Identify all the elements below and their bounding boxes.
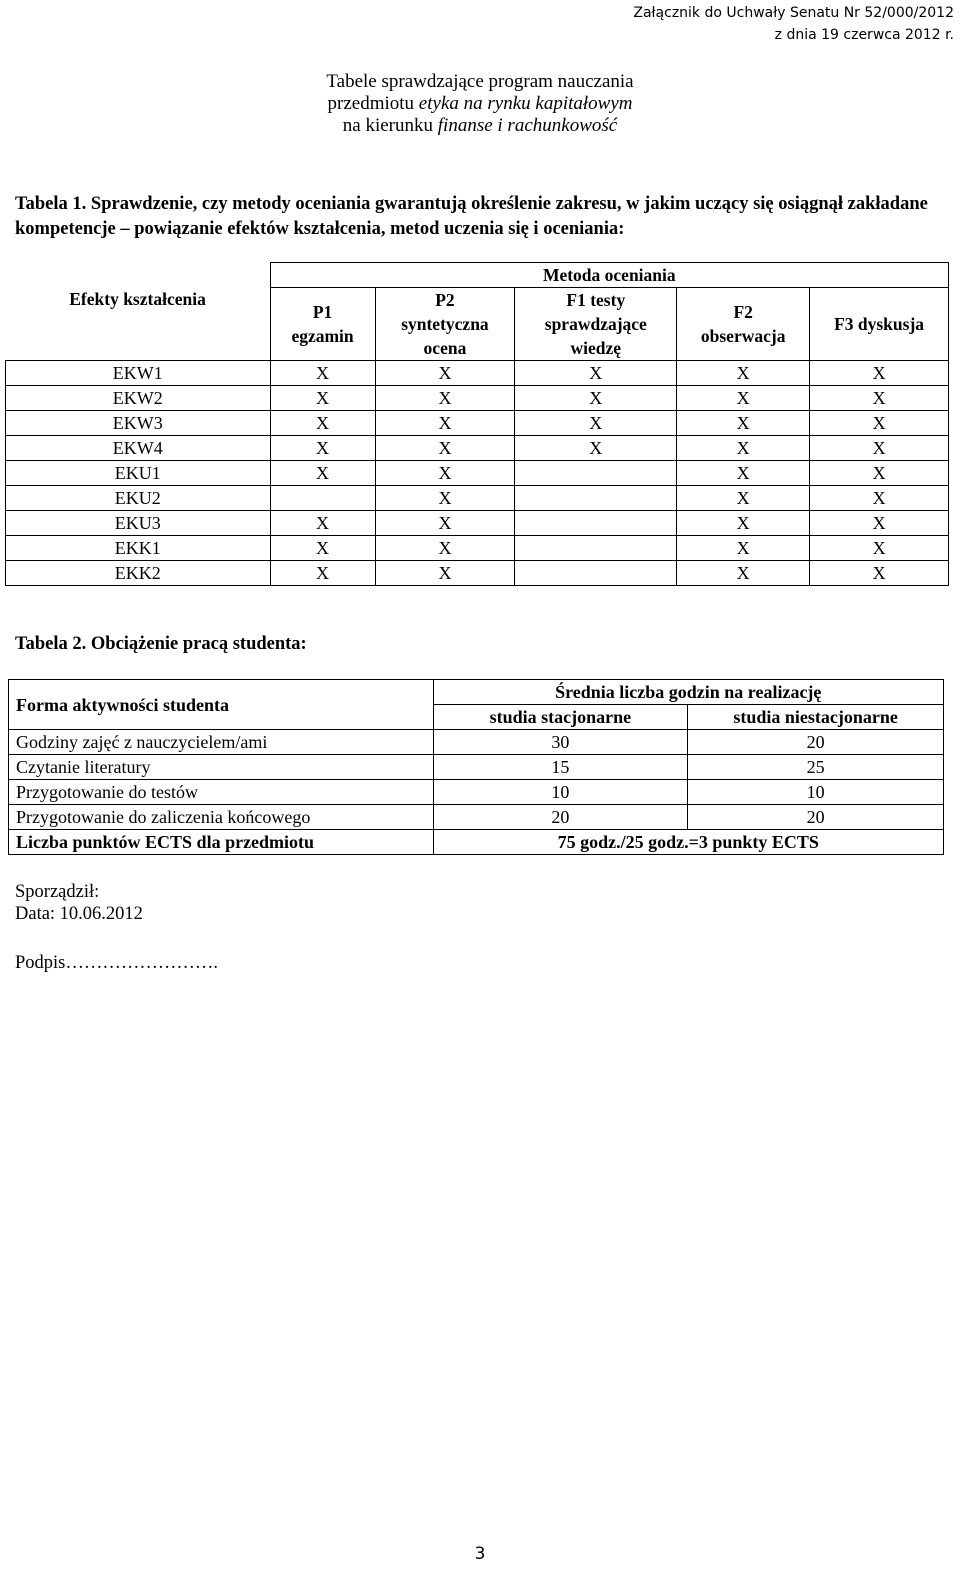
- method-cell: X: [515, 386, 677, 411]
- method-cell: X: [677, 486, 810, 511]
- f1-line-1: F1 testy: [566, 290, 626, 310]
- effect-code: EKW1: [6, 361, 271, 386]
- effect-code: EKW4: [6, 436, 271, 461]
- f2-line-1: F2: [733, 302, 753, 322]
- header-full-time: studia stacjonarne: [433, 705, 688, 730]
- effect-code: EKU2: [6, 486, 271, 511]
- method-cell: X: [810, 361, 949, 386]
- method-cell: X: [375, 561, 515, 586]
- title-line-3-prefix: na kierunku: [342, 115, 438, 136]
- method-cell: X: [375, 411, 515, 436]
- effect-code: EKK1: [6, 536, 271, 561]
- method-cell: X: [810, 411, 949, 436]
- workload-table: [8, 679, 944, 855]
- header-part-time: studia niestacjonarne: [688, 705, 944, 730]
- full-time-hours: 30: [433, 730, 688, 755]
- method-cell: X: [810, 486, 949, 511]
- table-row: [6, 436, 949, 461]
- method-cell: X: [270, 361, 375, 386]
- table-row: [6, 511, 949, 536]
- workload-table-body: [9, 730, 944, 830]
- header-col-p2: [375, 288, 515, 361]
- effect-code: EKW3: [6, 411, 271, 436]
- activity-label: Godziny zajęć z nauczycielem/ami: [9, 730, 434, 755]
- method-cell: X: [270, 511, 375, 536]
- full-time-hours: 10: [433, 780, 688, 805]
- method-cell: X: [677, 386, 810, 411]
- prepared-by: Sporządził:: [15, 882, 100, 902]
- table-row: [6, 411, 949, 436]
- method-cell: X: [270, 411, 375, 436]
- method-cell: X: [677, 461, 810, 486]
- method-cell: X: [810, 561, 949, 586]
- annex-line-1: Załącznik do Uchwały Senatu Nr 52/000/2012: [633, 5, 954, 21]
- header-average-hours: Średnia liczba godzin na realizację: [433, 680, 943, 705]
- method-cell: X: [810, 461, 949, 486]
- activity-label: Przygotowanie do testów: [9, 780, 434, 805]
- signature-line: Podpis…………………….: [15, 953, 219, 973]
- method-cell: X: [515, 436, 677, 461]
- p2-line-3: ocena: [423, 338, 467, 358]
- method-cell: [515, 486, 677, 511]
- f3-line-1: F3 dyskusja: [834, 314, 925, 334]
- method-cell: X: [677, 511, 810, 536]
- table-row: [6, 386, 949, 411]
- part-time-hours: 20: [688, 805, 944, 830]
- table-row: [6, 561, 949, 586]
- method-cell: X: [270, 436, 375, 461]
- table-row: [6, 486, 949, 511]
- method-cell: X: [515, 411, 677, 436]
- method-cell: X: [270, 536, 375, 561]
- document-title: [0, 71, 960, 137]
- assessment-table-body: [6, 361, 949, 586]
- method-cell: X: [375, 386, 515, 411]
- method-cell: [515, 561, 677, 586]
- table-row: [6, 461, 949, 486]
- page-number: 3: [474, 1544, 486, 1564]
- method-cell: [515, 461, 677, 486]
- method-cell: X: [677, 536, 810, 561]
- method-cell: X: [677, 436, 810, 461]
- method-cell: X: [810, 511, 949, 536]
- ects-value: 75 godz./25 godz.=3 punkty ECTS: [433, 830, 943, 855]
- method-cell: [270, 486, 375, 511]
- part-time-hours: 10: [688, 780, 944, 805]
- method-cell: X: [810, 436, 949, 461]
- method-cell: X: [270, 461, 375, 486]
- method-cell: X: [515, 361, 677, 386]
- activity-label: Czytanie literatury: [9, 755, 434, 780]
- effect-code: EKK2: [6, 561, 271, 586]
- f1-line-2: sprawdzające: [544, 314, 647, 334]
- p1-line-2: egzamin: [291, 326, 354, 346]
- title-line-2: [0, 93, 960, 115]
- header-col-f2: [677, 288, 810, 361]
- header-learning-effects-text: Efekty kształcenia: [69, 289, 206, 310]
- table-row: [6, 361, 949, 386]
- table-row: [9, 730, 944, 755]
- method-cell: X: [810, 536, 949, 561]
- title-line-2-prefix: przedmiotu: [327, 93, 419, 114]
- method-cell: X: [375, 436, 515, 461]
- header-col-f1: [515, 288, 677, 361]
- header-col-f3: [810, 288, 949, 361]
- header-learning-effects: [6, 263, 271, 361]
- method-cell: X: [677, 361, 810, 386]
- method-cell: [515, 511, 677, 536]
- annex-header: [633, 2, 954, 46]
- table2-caption: Tabela 2. Obciążenie pracą studenta:: [15, 634, 307, 654]
- method-cell: [515, 536, 677, 561]
- method-cell: X: [270, 386, 375, 411]
- table-row: [9, 755, 944, 780]
- assessment-methods-table: [5, 262, 949, 586]
- method-cell: X: [810, 386, 949, 411]
- full-time-hours: 20: [433, 805, 688, 830]
- activity-label: Przygotowanie do zaliczenia końcowego: [9, 805, 434, 830]
- method-cell: X: [375, 486, 515, 511]
- subject-name: etyka na rynku kapitałowym: [418, 93, 633, 114]
- f2-line-2: obserwacja: [700, 326, 786, 346]
- method-cell: X: [270, 561, 375, 586]
- header-activity-form: Forma aktywności studenta: [9, 680, 434, 730]
- header-assessment-method: Metoda oceniania: [270, 263, 948, 288]
- date-line: Data: 10.06.2012: [15, 904, 143, 924]
- table-row: [6, 536, 949, 561]
- method-cell: X: [375, 461, 515, 486]
- part-time-hours: 20: [688, 730, 944, 755]
- header-col-p1: [270, 288, 375, 361]
- part-time-hours: 25: [688, 755, 944, 780]
- method-cell: X: [375, 361, 515, 386]
- table-row: [9, 805, 944, 830]
- effect-code: EKU1: [6, 461, 271, 486]
- ects-label: Liczba punktów ECTS dla przedmiotu: [9, 830, 434, 855]
- method-cell: X: [375, 536, 515, 561]
- effect-code: EKW2: [6, 386, 271, 411]
- full-time-hours: 15: [433, 755, 688, 780]
- field-of-study: finanse i rachunkowość: [437, 115, 618, 136]
- table-row: [9, 780, 944, 805]
- title-line-1: Tabele sprawdzające program nauczania: [326, 71, 634, 92]
- p1-line-1: P1: [312, 302, 333, 322]
- p2-line-2: syntetyczna: [401, 314, 489, 334]
- method-cell: X: [677, 411, 810, 436]
- method-cell: X: [677, 561, 810, 586]
- effect-code: EKU3: [6, 511, 271, 536]
- p2-line-1: P2: [435, 290, 455, 310]
- annex-line-2: z dnia 19 czerwca 2012 r.: [774, 27, 954, 43]
- title-line-3: [0, 115, 960, 137]
- method-cell: X: [375, 511, 515, 536]
- table1-caption: Tabela 1. Sprawdzenie, czy metody oceniania gwarantują określenie zakresu, w jakim uczący się osiągnął zakładane kompetencje – powiązanie efektów kształcenia, metod uczenia się i oceniania:: [15, 194, 928, 239]
- f1-line-3: wiedzę: [570, 338, 622, 358]
